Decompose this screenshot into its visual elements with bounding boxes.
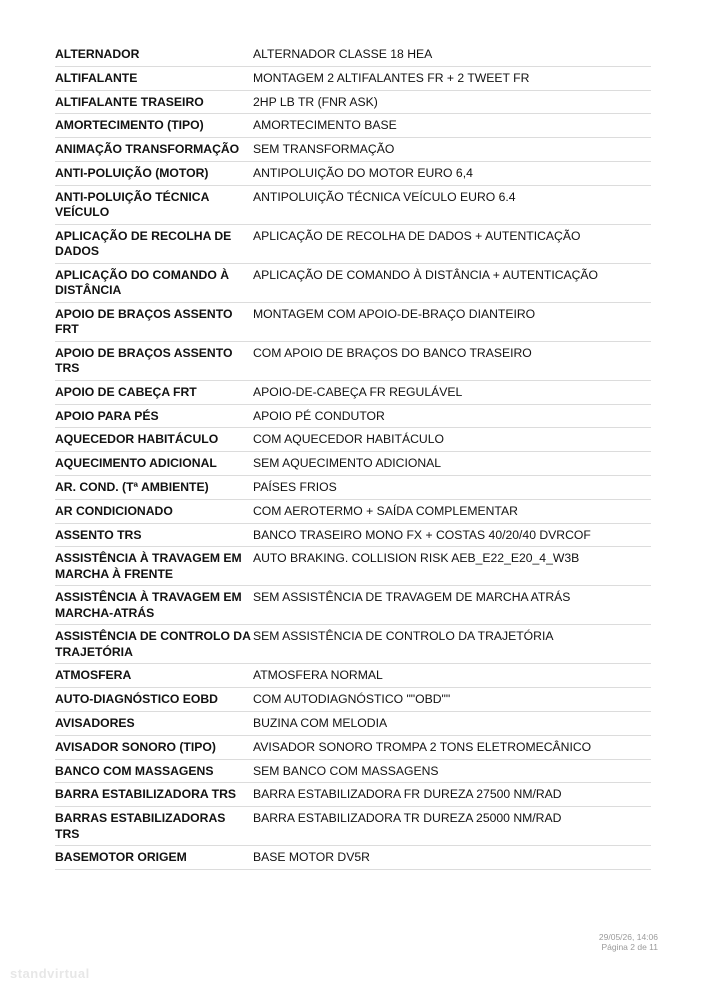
spec-key: ALTIFALANTE TRASEIRO (55, 94, 204, 109)
spec-key: AMORTECIMENTO (TIPO) (55, 118, 204, 133)
spec-value: ANTIPOLUIÇÃO DO MOTOR EURO 6,4 (253, 165, 473, 180)
table-row (55, 405, 651, 429)
spec-value: SEM BANCO COM MASSAGENS (253, 763, 439, 778)
spec-value: ALTERNADOR CLASSE 18 HEA (253, 47, 433, 61)
spec-value: AVISADOR SONORO TROMPA 2 TONS ELETROMECÂNICO (253, 739, 592, 754)
spec-value: BANCO TRASEIRO MONO FX + COSTAS 40/20/40 DVRCOF (253, 527, 591, 542)
table-row (55, 760, 651, 784)
spec-value: ATMOSFERA NORMAL (253, 668, 383, 683)
spec-key: ASSENTO TRS (55, 527, 142, 542)
table-row (55, 547, 651, 586)
table-row (55, 736, 651, 760)
spec-value: SEM ASSISTÊNCIA DE CONTROLO DA TRAJETÓRIA (253, 629, 554, 644)
table-row (55, 138, 651, 162)
spec-value: APLICAÇÃO DE RECOLHA DE DADOS + AUTENTICAÇÃO (253, 228, 581, 243)
spec-value: AMORTECIMENTO BASE (253, 118, 397, 133)
table-row (55, 186, 651, 225)
spec-value: 2HP LB TR (FNR ASK) (253, 94, 378, 109)
spec-key: BASEMOTOR ORIGEM (55, 850, 187, 865)
spec-key: ASSISTÊNCIA À TRAVAGEM EM MARCHA À FRENTE (55, 551, 242, 581)
spec-key: APOIO DE BRAÇOS ASSENTO FRT (55, 306, 233, 337)
table-row (55, 524, 651, 548)
spec-key: APOIO DE BRAÇOS ASSENTO TRS (55, 345, 233, 376)
spec-key: APOIO PARA PÉS (55, 408, 159, 423)
watermark-logo: standvirtual (10, 966, 90, 981)
table-row (55, 114, 651, 138)
table-row (55, 625, 651, 664)
table-row (55, 846, 651, 870)
table-row (55, 225, 651, 264)
spec-key: ASSISTÊNCIA À TRAVAGEM EM MARCHA-ATRÁS (55, 590, 242, 620)
spec-value: APOIO PÉ CONDUTOR (253, 408, 385, 423)
spec-value: SEM TRANSFORMAÇÃO (253, 142, 395, 157)
table-row (55, 476, 651, 500)
table-row (55, 586, 651, 625)
spec-key: AQUECEDOR HABITÁCULO (55, 432, 219, 447)
spec-value: PAÍSES FRIOS (253, 479, 337, 494)
print-datetime: 29/05/26, 14:06 (598, 932, 658, 942)
spec-value: AUTO BRAKING. COLLISION RISK AEB_E22_E20_4_W3B (253, 551, 580, 566)
table-row (55, 91, 651, 115)
table-row (55, 452, 651, 476)
spec-value: SEM ASSISTÊNCIA DE TRAVAGEM DE MARCHA ATRÁS (253, 590, 571, 605)
spec-key: ALTERNADOR (55, 47, 140, 61)
spec-value: MONTAGEM 2 ALTIFALANTES FR + 2 TWEET FR (253, 70, 530, 85)
spec-value: BUZINA COM MELODIA (253, 715, 388, 730)
spec-key: ALTIFALANTE (55, 70, 138, 85)
spec-key: APOIO DE CABEÇA FRT (55, 384, 197, 399)
spec-value: COM AEROTERMO + SAÍDA COMPLEMENTAR (253, 503, 518, 518)
spec-key: AVISADOR SONORO (TIPO) (55, 739, 216, 754)
table-row (55, 783, 651, 807)
spec-value: COM AQUECEDOR HABITÁCULO (253, 432, 444, 447)
table-row (55, 428, 651, 452)
spec-key: AR. COND. (Tª AMBIENTE) (55, 479, 209, 494)
spec-key: AVISADORES (55, 715, 135, 730)
table-row (55, 807, 651, 846)
spec-value: ANTIPOLUIÇÃO TÉCNICA VEÍCULO EURO 6.4 (253, 189, 516, 204)
spec-value: COM AUTODIAGNÓSTICO ""OBD"" (253, 692, 451, 707)
spec-key: AUTO-DIAGNÓSTICO EOBD (55, 692, 218, 707)
spec-value: COM APOIO DE BRAÇOS DO BANCO TRASEIRO (253, 345, 532, 360)
spec-key: ANTI-POLUIÇÃO (MOTOR) (55, 165, 209, 180)
table-row (55, 264, 651, 303)
table-row (55, 712, 651, 736)
spec-key: BARRAS ESTABILIZADORAS TRS (55, 811, 226, 841)
spec-key: BANCO COM MASSAGENS (55, 763, 214, 778)
table-row (55, 67, 651, 91)
spec-key: BARRA ESTABILIZADORA TRS (55, 787, 236, 802)
table-row (55, 381, 651, 405)
table-row (55, 664, 651, 688)
spec-value: BASE MOTOR DV5R (253, 850, 370, 865)
table-row (55, 43, 651, 67)
table-row (55, 688, 651, 712)
spec-key: AQUECIMENTO ADICIONAL (55, 456, 217, 471)
spec-value: APOIO-DE-CABEÇA FR REGULÁVEL (253, 384, 463, 399)
spec-table (55, 43, 651, 870)
spec-key: ANTI-POLUIÇÃO TÉCNICA VEÍCULO (55, 189, 209, 220)
spec-value: APLICAÇÃO DE COMANDO À DISTÂNCIA + AUTENTICAÇÃO (253, 267, 599, 282)
table-row (55, 303, 651, 342)
spec-key: ANIMAÇÃO TRANSFORMAÇÃO (55, 142, 240, 157)
table-row (55, 500, 651, 524)
spec-key: AR CONDICIONADO (55, 503, 173, 518)
page-footer (599, 932, 658, 952)
page-number: Página 2 de 11 (601, 942, 658, 952)
spec-value: BARRA ESTABILIZADORA TR DUREZA 25000 NM/RAD (253, 811, 562, 826)
spec-key: ATMOSFERA (55, 668, 132, 683)
table-row (55, 342, 651, 381)
table-row (55, 162, 651, 186)
spec-value: MONTAGEM COM APOIO-DE-BRAÇO DIANTEIRO (253, 306, 536, 321)
spec-value: BARRA ESTABILIZADORA FR DUREZA 27500 NM/RAD (253, 787, 562, 802)
spec-key: APLICAÇÃO DO COMANDO À DISTÂNCIA (55, 267, 230, 298)
spec-value: SEM AQUECIMENTO ADICIONAL (253, 456, 442, 471)
spec-key: APLICAÇÃO DE RECOLHA DE DADOS (55, 228, 232, 259)
spec-key: ASSISTÊNCIA DE CONTROLO DA TRAJETÓRIA (55, 629, 251, 659)
